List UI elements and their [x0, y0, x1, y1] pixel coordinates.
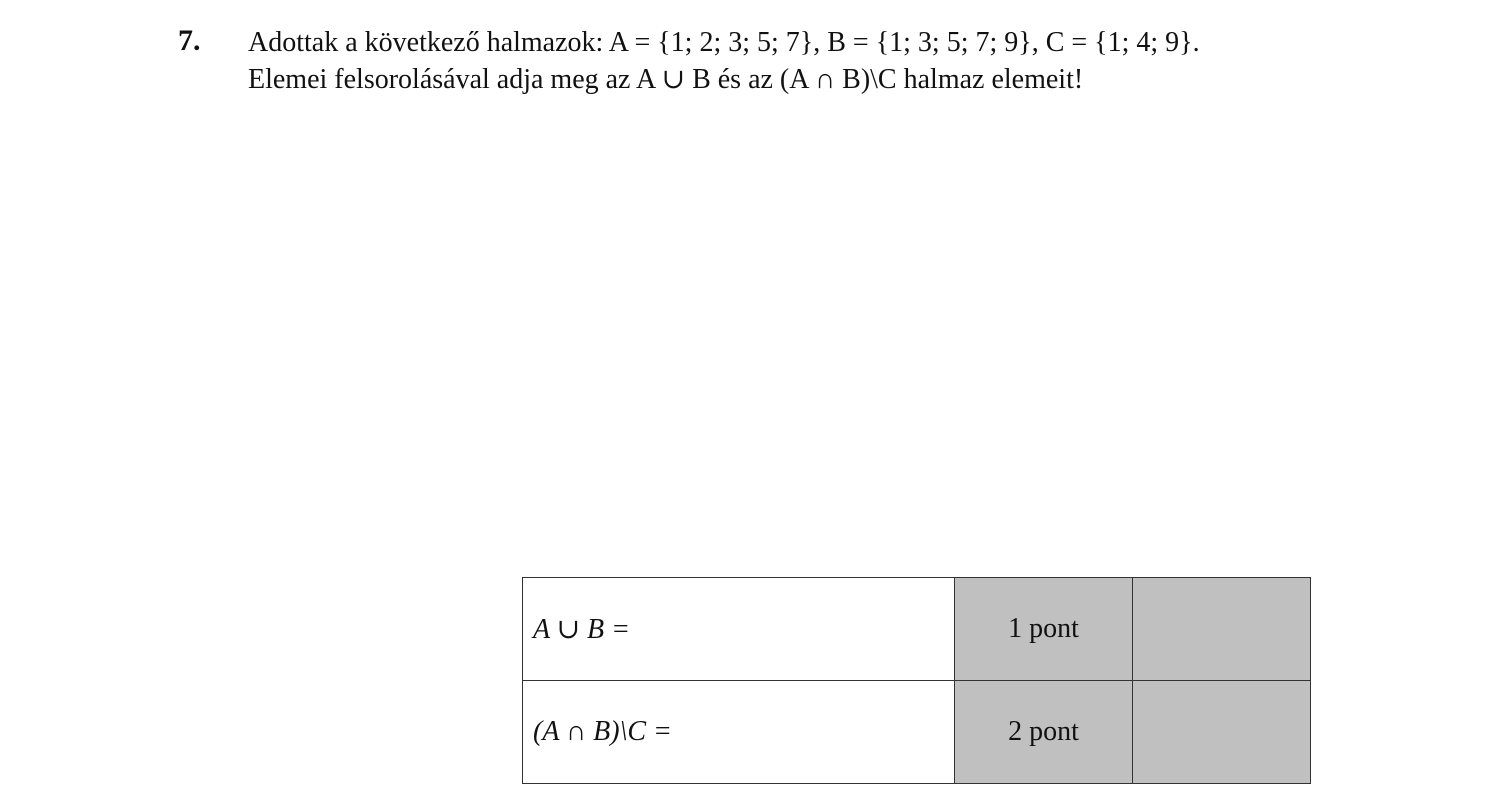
table-row — [523, 578, 1311, 681]
task-statement-line-2: Elemei felsorolásával adja meg az A ∪ B és az (A ∩ B)\C halmaz elemeit! — [248, 64, 1084, 95]
difference-score-cell — [1133, 681, 1311, 784]
union-score-cell — [1133, 578, 1311, 681]
task-statement-line-1: Adottak a következő halmazok: A = {1; 2; 3; 5; 7}, B = {1; 3; 5; 7; 9}, C = {1; 4; 9}. — [248, 27, 1200, 58]
union-answer-cell[interactable]: A ∪ B = — [523, 578, 955, 681]
difference-points-cell: 2 pont — [955, 681, 1133, 784]
task-text — [248, 24, 1368, 98]
difference-answer-cell[interactable]: (A ∩ B)\C = — [523, 681, 955, 784]
union-points-cell: 1 pont — [955, 578, 1133, 681]
table-row — [523, 681, 1311, 784]
task-number: 7. — [178, 24, 201, 57]
answer-table — [522, 577, 1311, 784]
